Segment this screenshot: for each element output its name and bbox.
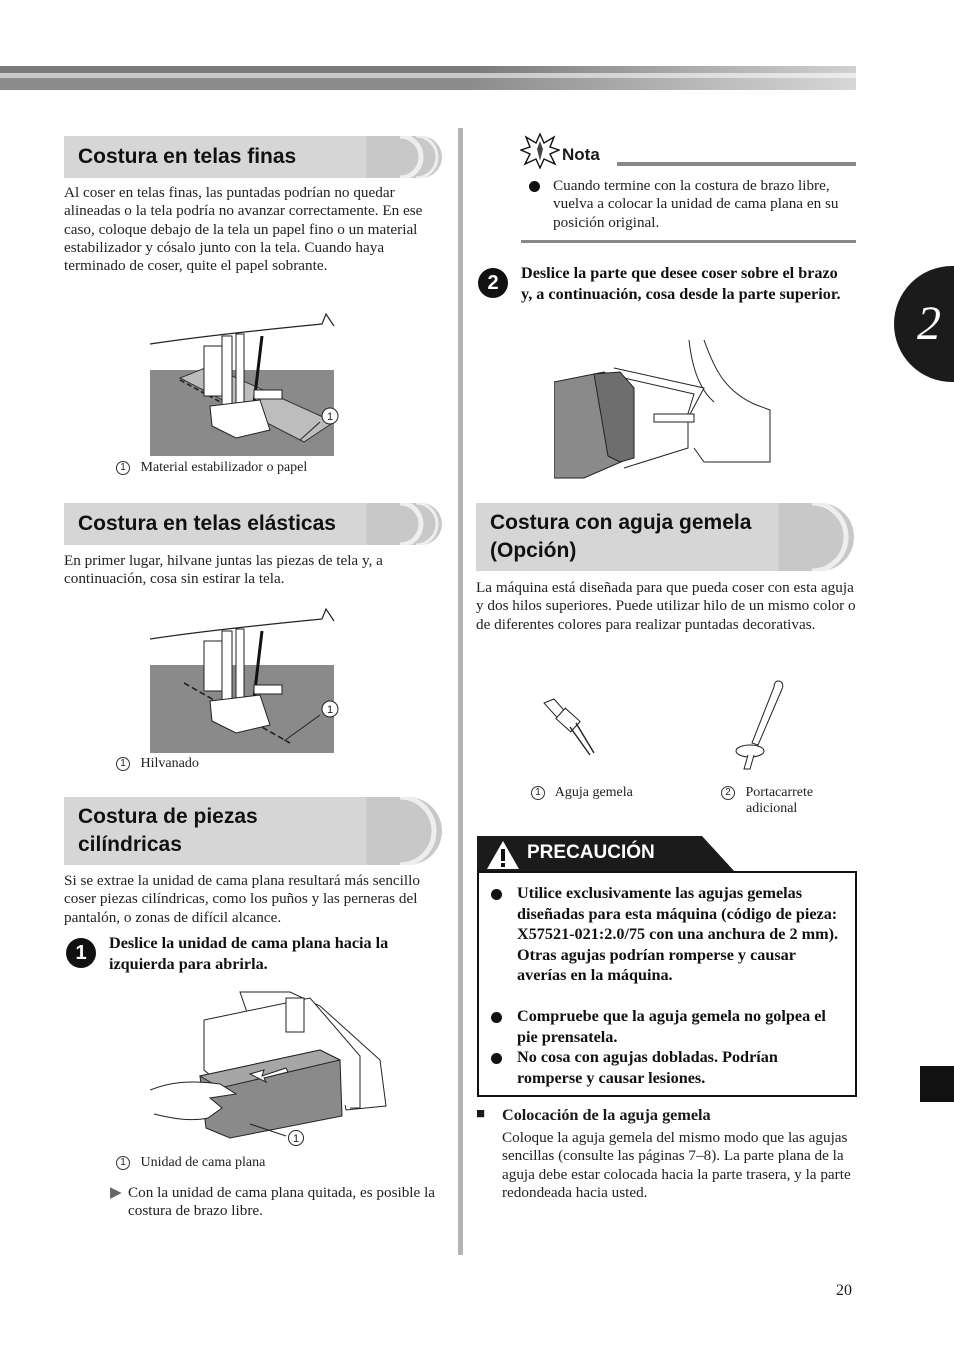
caption-finas [116,460,307,476]
heading-costura-piezas-cilindricas [64,797,442,865]
heading-arcs-decoration [794,503,854,571]
header-bar [0,66,856,90]
caption-text: Aguja gemela [554,785,633,800]
caption-portacarrete [721,785,813,817]
nota-top-rule [617,162,856,166]
paragraph-elasticas: En primer lugar, hilvane juntas las piezas de tela y, a continuación, cosa sin estirar la tela. [64,552,383,588]
paragraph-gemela: La máquina está diseñada para que pueda coser con esta aguja y dos hilos superiores. Puede utilizar hilo de un mismo color o de diferentes colores para realizar puntadas decorativas. [476,579,856,633]
precaucion-item-1: Utilice exclusivamente las agujas gemelas diseñadas para esta máquina (código de pieza: X57521-021:2.0/75 con una anchura de 2 mm). Otras agujas podrían romperse y causar averías en la máquina. [517,884,839,984]
heading-arcs-decoration [382,503,442,545]
illustration-free-arm [554,338,776,480]
caption-elasticas [116,756,199,772]
heading-costura-telas-finas [64,136,442,178]
heading-line: (Opción) [490,539,577,562]
chapter-tab: 2 [894,266,954,382]
step-1-text: Deslice la unidad de cama plana hacia la izquierda para abrirla. [109,934,389,973]
caption-number: 2 [721,786,735,800]
warning-triangle-icon [486,840,520,870]
callout-number: 1 [292,1133,300,1145]
heading-costura-aguja-gemela [476,503,854,571]
step-2-text: Deslice la parte que desee coser sobre el brazo y, a continuación, cosa desde la parte superior. [521,264,841,303]
caption-number: 1 [116,461,130,475]
result-arrow-icon: ▶ [110,1184,122,1201]
precaucion-title: PRECAUCIÓN [527,842,655,863]
column-divider [458,128,463,1255]
callout-number: 1 [326,411,334,423]
caption-cilindricas [116,1155,265,1171]
heading-arcs-decoration [382,136,442,178]
heading-text [490,509,751,565]
heading-text [78,803,258,859]
nota-bullet [529,181,540,192]
nota-bottom-rule [521,240,856,243]
precaucion-bullet [491,889,502,900]
square-bullet-icon: ■ [476,1106,486,1122]
caption-text: Hilvanado [140,756,199,771]
twin-needle-illustration [540,697,600,759]
colocacion-title: Colocación de la aguja gemela [502,1106,711,1124]
callout-number: 1 [326,704,334,716]
paragraph-finas: Al coser en telas finas, las puntadas podrían no quedar alineadas o la tela podría no avanzar correctamente. En ese caso, coloque debajo de la tela un papel fino o un material estabilizador y cósalo junto con la tela. Cuando haya terminado de coser, quite el papel sobrante. [64,184,423,275]
nota-burst-icon [520,133,560,169]
spool-pin-illustration [734,679,794,773]
caption-text: Unidad de cama plana [140,1155,266,1170]
caption-number: 1 [116,757,130,771]
step-2-badge: 2 [478,268,508,298]
paragraph-cilindricas: Si se extrae la unidad de cama plana resultará más sencillo coser piezas cilíndricas, como los puños y las perneras del pantalón, o zonas de difícil alcance. [64,872,420,926]
caption-aguja-gemela [531,785,633,801]
precaucion-bullet [491,1012,502,1023]
precaucion-item-2: Compruebe que la aguja gemela no golpea el pie prensatela. [517,1007,826,1046]
nota-label: Nota [562,145,600,164]
heading-text: Costura en telas finas [78,145,297,168]
heading-arcs-decoration [382,797,442,865]
heading-line: Costura de piezas [78,805,258,828]
caption-number: 1 [531,786,545,800]
page-number: 20 [836,1282,852,1299]
heading-text: Costura en telas elásticas [78,512,336,535]
precaucion-bullet [491,1053,502,1064]
nota-text: Cuando termine con la costura de brazo libre, vuelva a colocar la unidad de cama plana en su posición original. [553,177,839,231]
illustration-stretch-fabric [150,605,350,753]
colocacion-text: Coloque la aguja gemela del mismo modo que las agujas sencillas (consulte las páginas 7–8). La parte plana de la aguja debe estar colocada hacia la parte trasera, y la parte redondeada hacia usted. [502,1129,851,1201]
illustration-flat-bed-removal [150,990,390,1146]
caption-number: 1 [116,1156,130,1170]
illustration-thin-fabric [150,310,350,456]
side-index-marker [920,1066,954,1102]
heading-line: cilíndricas [78,833,182,856]
heading-costura-telas-elasticas [64,503,442,545]
caption-text: adicional [746,801,798,816]
caption-text: Material estabilizador o papel [140,460,308,475]
precaucion-item-3: No cosa con agujas dobladas. Podrían romperse y causar lesiones. [517,1048,778,1087]
heading-line: Costura con aguja gemela [490,511,752,534]
caption-text: Portacarrete [745,785,814,800]
step-1-badge: 1 [66,938,96,968]
result-text: Con la unidad de cama plana quitada, es posible la costura de brazo libre. [128,1184,436,1220]
